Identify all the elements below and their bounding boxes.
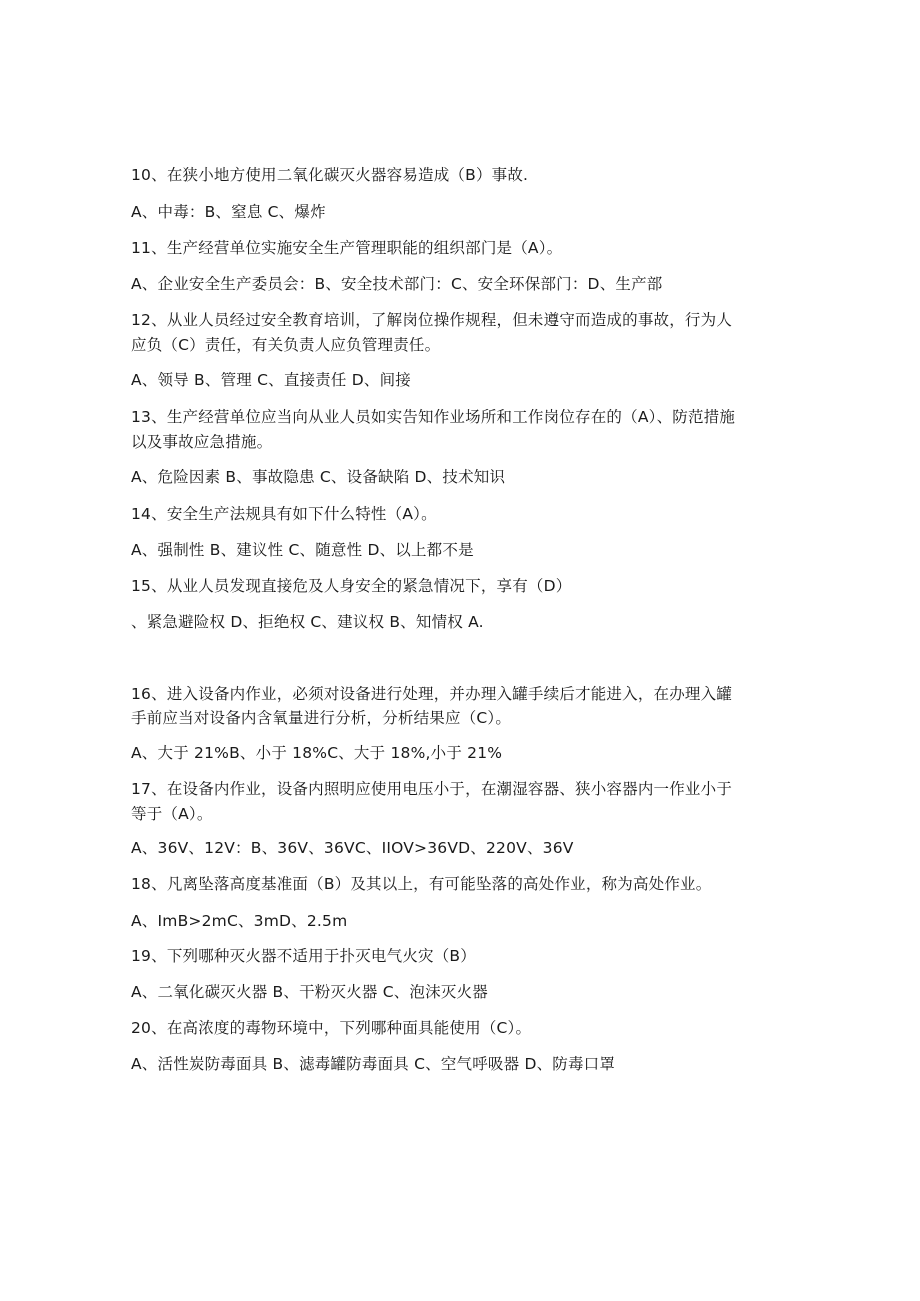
question-16-line-2: 手前应当对设备内含氧量进行分析，分析结果应（C）。 — [131, 709, 512, 727]
question-17-line-1: 17、在设备内作业，设备内照明应使用电压小于，在潮湿容器、狭小容器内一作业小于 — [131, 780, 733, 798]
options-11: A、企业安全生产委员会：B、安全技术部门：C、安全环保部门：D、生产部 — [131, 275, 663, 293]
options-12: A、领导 B、管理 C、直接责任 D、间接 — [131, 371, 411, 389]
question-10: 10、在狭小地方使用二氧化碳灭火器容易造成（B）事故. — [131, 166, 529, 184]
options-20: A、活性炭防毒面具 B、滤毒罐防毒面具 C、空气呼吸器 D、防毒口罩 — [131, 1055, 616, 1073]
question-16-line-1: 16、进入设备内作业，必须对设备进行处理，并办理入罐手续后才能进入，在办理入罐 — [131, 685, 733, 703]
question-14: 14、安全生产法规具有如下什么特性（A）。 — [131, 505, 437, 523]
question-20: 20、在高浓度的毒物环境中，下列哪种面具能使用（C）。 — [131, 1019, 532, 1037]
options-16: A、大于 21%B、小于 18%C、大于 18%,小于 21% — [131, 744, 503, 762]
question-18: 18、凡离坠落高度基准面（B）及其以上，有可能坠落的高处作业，称为高处作业。 — [131, 875, 712, 893]
question-17-line-2: 等于（A）。 — [131, 805, 213, 823]
question-12-line-1: 12、从业人员经过安全教育培训，了解岗位操作规程，但未遵守而造成的事故，行为人 — [131, 311, 733, 329]
options-10: A、中毒：B、窒息 C、爆炸 — [131, 203, 326, 221]
options-15: 、紧急避险权 D、拒绝权 C、建议权 B、知情权 A. — [131, 613, 484, 631]
question-12-line-2: 应负（C）责任，有关负责人应负管理责任。 — [131, 336, 441, 354]
options-13: A、危险因素 B、事故隐患 C、设备缺陷 D、技术知识 — [131, 468, 506, 486]
options-18: A、ImB>2mC、3mD、2.5m — [131, 912, 348, 930]
options-19: A、二氧化碳灭火器 B、干粉灭火器 C、泡沫灭火器 — [131, 983, 488, 1001]
question-15: 15、从业人员发现直接危及人身安全的紧急情况下，享有（D） — [131, 577, 572, 595]
question-13-line-2: 以及事故应急措施。 — [131, 433, 273, 451]
question-13-line-1: 13、生产经营单位应当向从业人员如实告知作业场所和工作岗位存在的（A）、防范措施 — [131, 408, 736, 426]
question-19: 19、下列哪种灭火器不适用于扑灭电气火灾（B） — [131, 947, 476, 965]
options-17: A、36V、12V：B、36V、36VC、IIOV>36VD、220V、36V — [131, 839, 574, 857]
options-14: A、强制性 B、建议性 C、随意性 D、以上都不是 — [131, 541, 474, 559]
question-11: 11、生产经营单位实施安全生产管理职能的组织部门是（A）。 — [131, 239, 563, 257]
